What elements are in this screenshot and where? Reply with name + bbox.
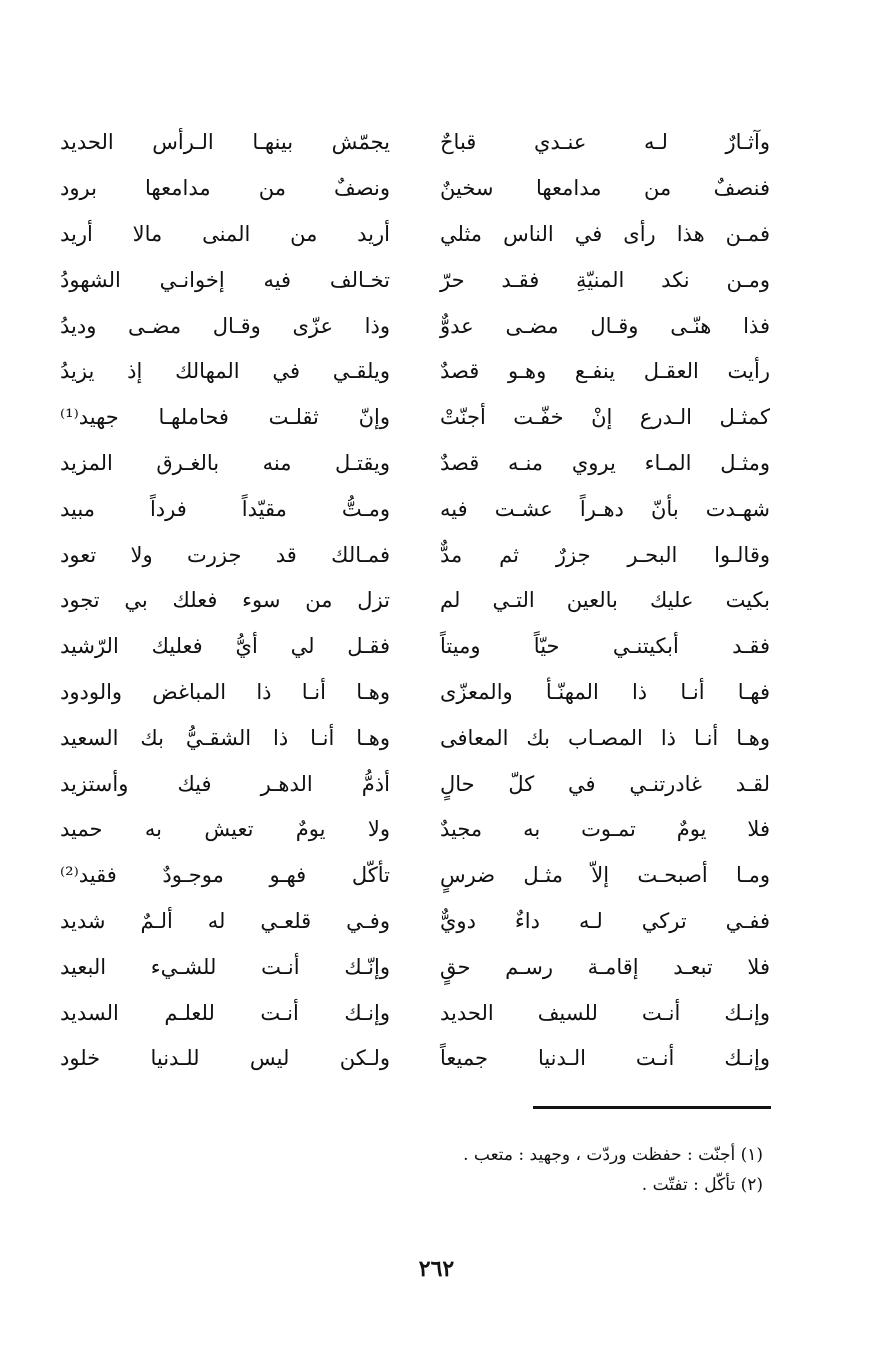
verse-first-hemistich: ومـا أصبحـت إلاّ مثـل ضرسٍ <box>440 863 770 888</box>
verse-first-hemistich: وإنـك أنـت للسيف الحديد <box>440 1000 770 1025</box>
verse <box>60 257 770 303</box>
verse <box>60 212 770 258</box>
verse-second-hemistich: ونصفٌ من مدامعها برود <box>60 176 390 201</box>
verse-second-hemistich: فمـالك قد جزرت ولا تعود <box>60 542 390 567</box>
verse-second-hemistich: أذمُّ الدهـر فيك وأستزيد <box>60 771 390 796</box>
verse-first-hemistich: رأيت العقـل ينفـع وهـو قصدٌ <box>440 359 770 384</box>
verse-second-hemistich: وهـا أنـا ذا المباغض والودود <box>60 679 390 704</box>
verse-first-hemistich: ففـي تركي لـه داءٌ دويٌّ <box>440 908 770 933</box>
verse-first-hemistich: فهـا أنـا ذا المهنّـأ والمعزّى <box>440 679 770 704</box>
verse-second-hemistich: وإنـك أنـت للعلـم السديد <box>60 1000 390 1025</box>
verse <box>60 807 770 853</box>
verse-first-hemistich: لقـد غادرتنـي في كلّ حالٍ <box>440 771 770 796</box>
verse-first-hemistich: فنصفٌ من مدامعها سخينٌ <box>440 176 770 201</box>
verse-second-hemistich: ومـتُّ مقيّداً فرداً مبيد <box>60 496 390 521</box>
verse <box>60 349 770 395</box>
verse <box>60 761 770 807</box>
verse-second-hemistich: ويقتـل منه بالغـرق المزيد <box>60 450 390 475</box>
verse <box>60 853 770 899</box>
verse-first-hemistich: فذا هنّـى وقـال مضـى عدوٌّ <box>440 313 770 338</box>
verse-second-hemistich: ولا يومٌ تعيش به حميد <box>60 817 390 842</box>
verse-first-hemistich: وهـا أنـا ذا المصـاب بك المعافى <box>440 725 770 750</box>
verse-second-hemistich: ويلقـي في المهالك إذ يزيدُ <box>60 359 390 384</box>
verse-first-hemistich: كمثـل الـدرع إنْ خفّـت أجنّتْ <box>440 405 770 430</box>
verse-second-hemistich: أريد من المنى مالا أريد <box>60 221 390 246</box>
footnote-separator <box>533 1106 771 1109</box>
verse <box>60 624 770 670</box>
verse-second-hemistich: تأكّل فهـو موجـودٌ فقيد⁽²⁾ <box>60 863 390 888</box>
verse-first-hemistich: فمـن هذا رأى في الناس مثلي <box>440 221 770 246</box>
verse-first-hemistich: فقـد أبكيتنـي حيّاً وميتاً <box>440 634 770 659</box>
verse-second-hemistich: تخـالف فيه إخوانـي الشهودُ <box>60 267 390 292</box>
verse-second-hemistich: وإنّـك أنـت للشـيء البعيد <box>60 954 390 979</box>
verse <box>60 486 770 532</box>
verse-second-hemistich: تزل من سوء فعلك بي تجود <box>60 588 390 613</box>
verse <box>60 120 770 166</box>
verse <box>60 441 770 487</box>
verse <box>60 166 770 212</box>
verse-first-hemistich: بكيت عليك بالعين التـي لم <box>440 588 770 613</box>
page-number: ٢٦٢ <box>418 1256 455 1282</box>
verse-second-hemistich: يجمّش بينهـا الـرأس الحديد <box>60 130 390 155</box>
verse-first-hemistich: وقالـوا البحـر جزرٌ ثم مدٌّ <box>440 542 770 567</box>
verse <box>60 395 770 441</box>
verse <box>60 715 770 761</box>
verse-first-hemistich: فلا تبعـد إقامـة رسـم حقٍ <box>440 954 770 979</box>
verse <box>60 578 770 624</box>
verse-second-hemistich: وفـي قلعـي له ألـمٌ شديد <box>60 908 390 933</box>
footnote: (٢) تأكّل : تفتّت . <box>641 1175 763 1195</box>
verse-second-hemistich: فقـل لي أيُّ فعليك الرّشيد <box>60 634 390 659</box>
verse-second-hemistich: وهـا أنـا ذا الشقـيُّ بك السعيد <box>60 725 390 750</box>
verse <box>60 990 770 1036</box>
verse-first-hemistich: فلا يومٌ تمـوت به مجيدٌ <box>440 817 770 842</box>
verse-first-hemistich: وإنـك أنـت الـدنيا جميعاً <box>440 1046 770 1071</box>
verse-first-hemistich: شهـدت بأنّ دهـراً عشـت فيه <box>440 496 770 521</box>
verse-first-hemistich: وآثـارٌ لـه عنـدي قباحٌ <box>440 130 770 155</box>
poem <box>60 120 770 1082</box>
verse <box>60 303 770 349</box>
footnotes <box>463 1140 763 1200</box>
footnote: (١) أجنّت : حفظت وردّت ، وجهيد : متعب . <box>463 1145 763 1165</box>
verse-first-hemistich: ومـن نكد المنيّةِ فقـد حرّ <box>440 267 770 292</box>
verse-second-hemistich: وذا عزّى وقـال مضـى وديدُ <box>60 313 390 338</box>
verse-second-hemistich: وإنّ ثقلـت فحاملهـا جهيد⁽¹⁾ <box>60 405 390 430</box>
verse-first-hemistich: ومثـل المـاء يروي منـه قصدٌ <box>440 450 770 475</box>
verse-second-hemistich: ولـكن ليس للـدنيا خلود <box>60 1046 390 1071</box>
verse <box>60 670 770 716</box>
verse <box>60 899 770 945</box>
verse <box>60 1036 770 1082</box>
verse <box>60 944 770 990</box>
verse <box>60 532 770 578</box>
